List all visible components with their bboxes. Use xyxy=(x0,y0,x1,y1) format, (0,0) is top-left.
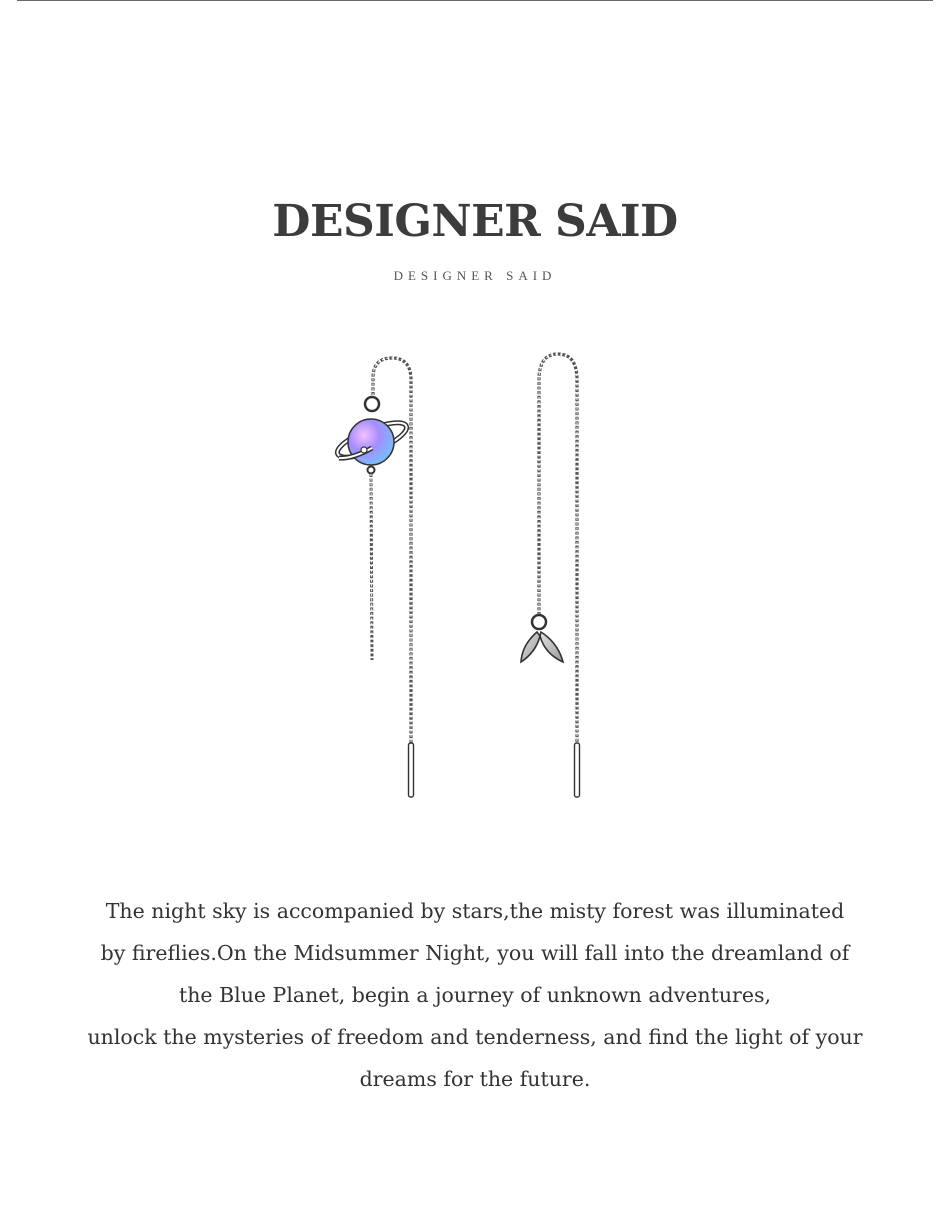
description-line: dreams for the future. xyxy=(359,1067,591,1091)
leaf-icon xyxy=(521,632,563,662)
right-jump-ring xyxy=(532,615,546,629)
planet-icon xyxy=(334,416,411,465)
left-chain-long xyxy=(373,358,411,745)
left-end-bar xyxy=(409,743,414,797)
right-chain xyxy=(539,354,577,745)
right-end-bar xyxy=(575,743,580,797)
top-divider xyxy=(17,0,933,1)
page-subtitle: DESIGNER SAID xyxy=(393,268,557,283)
right-earring xyxy=(521,354,580,797)
description-line: by fireflies.On the Midsummer Night, you will fall into the dreamland of xyxy=(100,941,850,965)
earrings-illustration xyxy=(0,340,950,810)
description-line: The night sky is accompanied by stars,the misty forest was illuminated xyxy=(105,899,845,923)
description-line: the Blue Planet, begin a journey of unknown adventures, xyxy=(178,983,772,1007)
description-line: unlock the mysteries of freedom and tenderness, and find the light of your xyxy=(87,1025,863,1049)
left-jump-ring xyxy=(365,397,379,411)
left-earring xyxy=(334,358,414,797)
designer-description xyxy=(40,890,910,1100)
page-title: DESIGNER SAID xyxy=(272,196,678,247)
